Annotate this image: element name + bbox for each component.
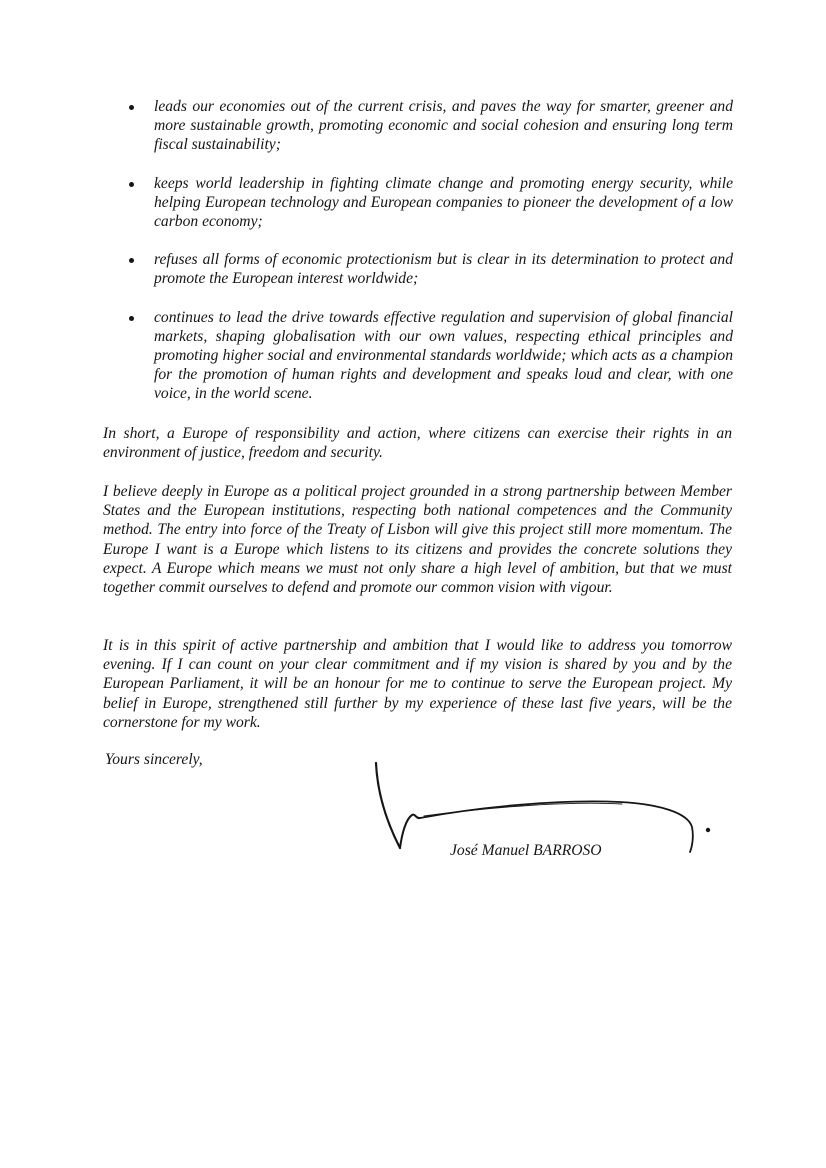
closing-salutation: Yours sincerely,	[105, 751, 203, 768]
bullet-text: refuses all forms of economic protectionism but is clear in its determination to protect and promote the European interest worldwide;	[154, 251, 733, 288]
bullet-item	[154, 308, 733, 404]
bullet-text: continues to lead the drive towards effective regulation and supervision of global financial markets, shaping globalisation with our own values, respecting ethical principles and promoting higher social and environmental standards worldwide; which acts as a champion for the promotion of human rights and development and speaks loud and clear, with one voice, in the world scene.	[154, 308, 733, 403]
bullet-dot-icon	[129, 258, 134, 263]
bullet-item	[154, 174, 733, 232]
bullet-dot-icon	[129, 105, 134, 110]
bullet-dot-icon	[129, 182, 134, 187]
bullet-item	[154, 250, 733, 288]
signer-name-text: José Manuel BARROSO	[450, 842, 602, 859]
signer-name	[450, 841, 602, 860]
paragraph-partnership: It is in this spirit of active partnership and ambition that I would like to address you tomorrow evening. If I can count on your clear commitment and if my vision is shared by you and by the European Parliament, it will be an honour for me to continue to serve the European project. My belief in Europe, strengthened still further by my experience of these last five years, will be the cornerstone for my work.	[103, 637, 732, 731]
bullet-list	[154, 97, 733, 423]
bullet-text: leads our economies out of the current crisis, and paves the way for smarter, greener and more sustainable growth, promoting economic and social cohesion and ensuring long term fiscal sustainability;	[154, 98, 733, 154]
bullet-item	[154, 97, 733, 155]
paragraph-belief: I believe deeply in Europe as a political project grounded in a strong partnership between Member States and the European institutions, respecting both national competences and the Community method. The entry into force of the Treaty of Lisbon will give this project still more momentum. The Europe I want is a Europe which listens to its citizens and provides the concrete solutions they expect. A Europe which means we must not only share a high level of ambition, but that we must together commit ourselves to defend and promote our common vision with vigour.	[103, 483, 732, 597]
bullet-dot-icon	[129, 316, 134, 321]
paragraph-summary: In short, a Europe of responsibility and action, where citizens can exercise their rights in an environment of justice, freedom and security.	[103, 425, 732, 462]
bullet-text: keeps world leadership in fighting climate change and promoting energy security, while helping European technology and European companies to pioneer the development of a low carbon economy;	[154, 174, 733, 231]
